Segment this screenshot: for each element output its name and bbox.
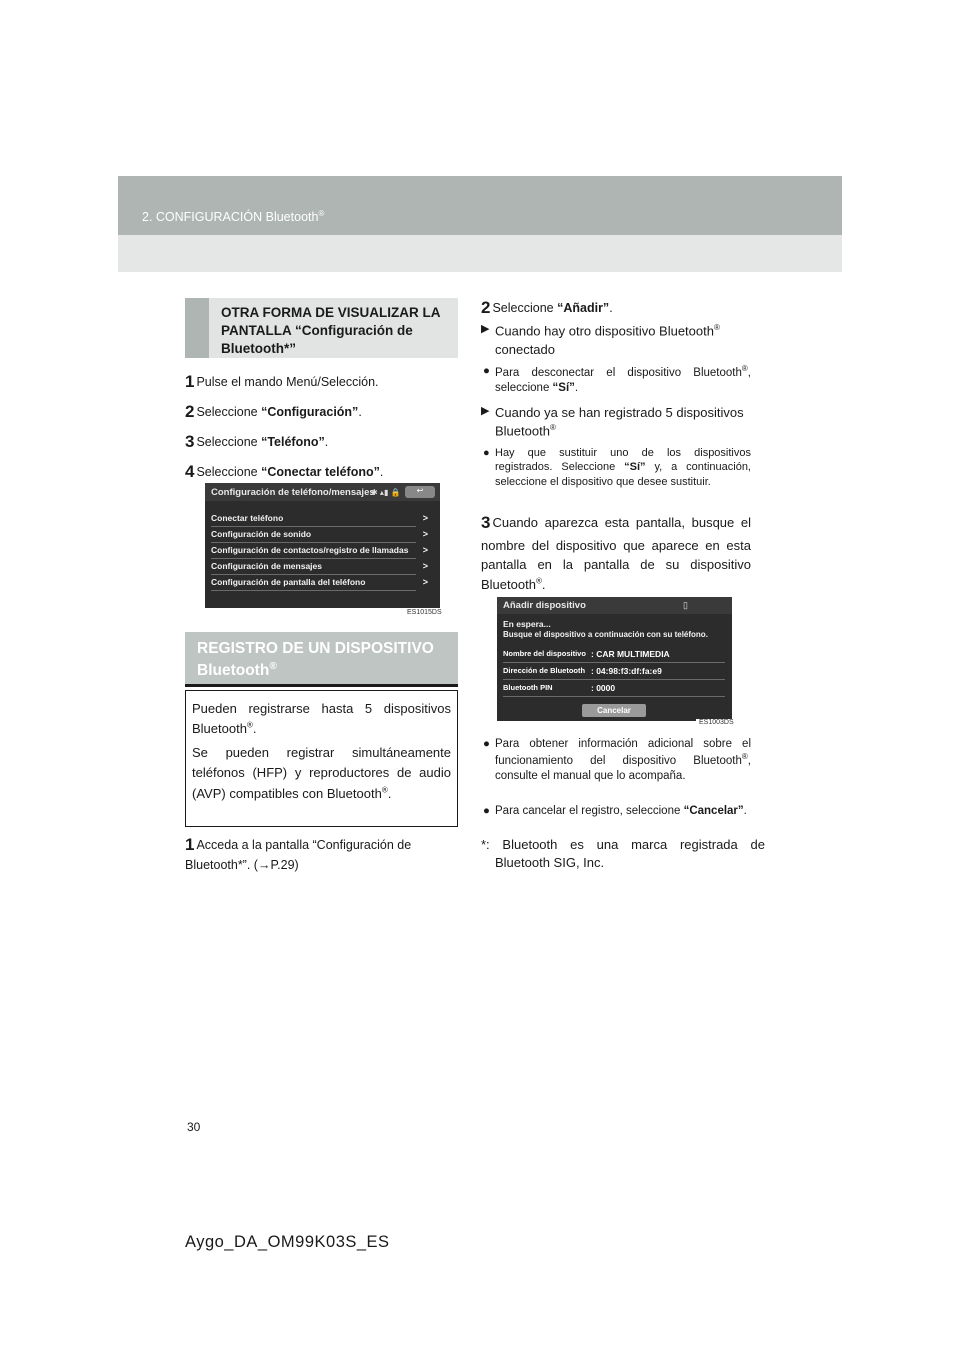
search-instruction: Busque el dispositivo a continuación con su teléfono. bbox=[503, 630, 708, 639]
step-2-add: 2 Seleccione “Añadir”. bbox=[481, 298, 613, 317]
document-code: Aygo_DA_OM99K03S_ES bbox=[185, 1233, 390, 1251]
header-band bbox=[118, 176, 842, 235]
info-box bbox=[185, 690, 458, 827]
menu-item[interactable]: Configuración de pantalla del teléfono > bbox=[211, 577, 416, 591]
status-icons: ✱ ▴▮ 🔒 bbox=[371, 488, 401, 497]
phone-settings-screenshot bbox=[205, 483, 440, 608]
condition-1: ▶ Cuando hay otro dispositivo Bluetooth® conectado bbox=[481, 323, 720, 357]
footnote: *: Bluetooth es una marca registrada de Bluetooth SIG, Inc. bbox=[481, 837, 765, 871]
back-icon[interactable]: ↩ bbox=[405, 486, 435, 498]
section-rule bbox=[185, 684, 458, 687]
bluetooth-pin-row: Bluetooth PIN : 0000 bbox=[503, 683, 725, 697]
condition-2: ▶ Cuando ya se han registrado 5 dispositivos Bluetooth® bbox=[481, 405, 744, 439]
image-code: ES1015DS bbox=[404, 609, 445, 616]
step-3-search: 3 Cuando aparezca esta pantalla, busque el nombre del dispositivo que aparece en esta pantalla en la pantalla de su dispositivo Bluetooth®. bbox=[481, 513, 751, 592]
step-1-register: 1 Acceda a la pantalla “Configuración de Bluetooth*”. (→P.29) bbox=[185, 835, 412, 872]
info-paragraph: Se pueden registrar simultáneamente teléfonos (HFP) y reproductores de audio (AVP) compatibles con Bluetooth®. bbox=[192, 745, 451, 801]
menu-item[interactable]: Configuración de sonido > bbox=[211, 529, 416, 543]
info-paragraph: Pueden registrarse hasta 5 dispositivos Bluetooth®. bbox=[192, 701, 451, 737]
menu-item[interactable]: Configuración de mensajes > bbox=[211, 561, 416, 575]
bullet-1: ● Para desconectar el dispositivo Bluetooth®, seleccione “Sí”. bbox=[483, 364, 751, 394]
step-3: 3 Seleccione “Teléfono”. bbox=[185, 432, 329, 451]
bullet-4: ● Para cancelar el registro, seleccione “Cancelar”. bbox=[483, 805, 747, 817]
section-title-box bbox=[185, 632, 458, 684]
step-4: 4 Seleccione “Conectar teléfono”. bbox=[185, 462, 384, 481]
menu-item[interactable]: Conectar teléfono > bbox=[211, 513, 416, 527]
image-code: ES1003DS bbox=[696, 719, 737, 726]
screen-title: Añadir dispositivo bbox=[503, 600, 586, 611]
page-number: 30 bbox=[187, 1120, 201, 1134]
step-1: 1 Pulse el mando Menú/Selección. bbox=[185, 372, 379, 391]
bluetooth-address-row: Dirección de Bluetooth : 04:98:f3:df:fa:e9 bbox=[503, 666, 725, 680]
cancel-button[interactable]: Cancelar bbox=[582, 704, 646, 717]
page-header bbox=[118, 176, 842, 272]
menu-item[interactable]: Configuración de contactos/registro de llamadas > bbox=[211, 545, 416, 559]
subsection-title-box bbox=[185, 298, 458, 358]
screen-title: Configuración de teléfono/mensajes bbox=[211, 487, 375, 498]
subsection-title: OTRA FORMA DE VISUALIZAR LA PANTALLA “Configuración de Bluetooth*” bbox=[221, 305, 440, 357]
add-device-screenshot bbox=[497, 597, 732, 721]
phone-icon: ▯ bbox=[683, 600, 688, 610]
device-name-row: Nombre del dispositivo : CAR MULTIMEDIA bbox=[503, 649, 725, 663]
bullet-2: ● Hay que sustituir uno de los dispositivos registrados. Seleccione “Sí” y, a continuación, seleccione el dispositivo que desee sustituir. bbox=[483, 447, 751, 488]
waiting-text: En espera... bbox=[503, 619, 551, 629]
section-header: 2. CONFIGURACIÓN Bluetooth® bbox=[142, 209, 325, 225]
step-2: 2 Seleccione “Configuración”. bbox=[185, 402, 362, 421]
bullet-3: ● Para obtener información adicional sobre el funcionamiento del dispositivo Bluetooth®, consulte el manual que lo acompaña. bbox=[483, 738, 751, 782]
title-bar-accent bbox=[185, 298, 209, 358]
section-title: REGISTRO DE UN DISPOSITIVO Bluetooth® bbox=[197, 640, 434, 680]
